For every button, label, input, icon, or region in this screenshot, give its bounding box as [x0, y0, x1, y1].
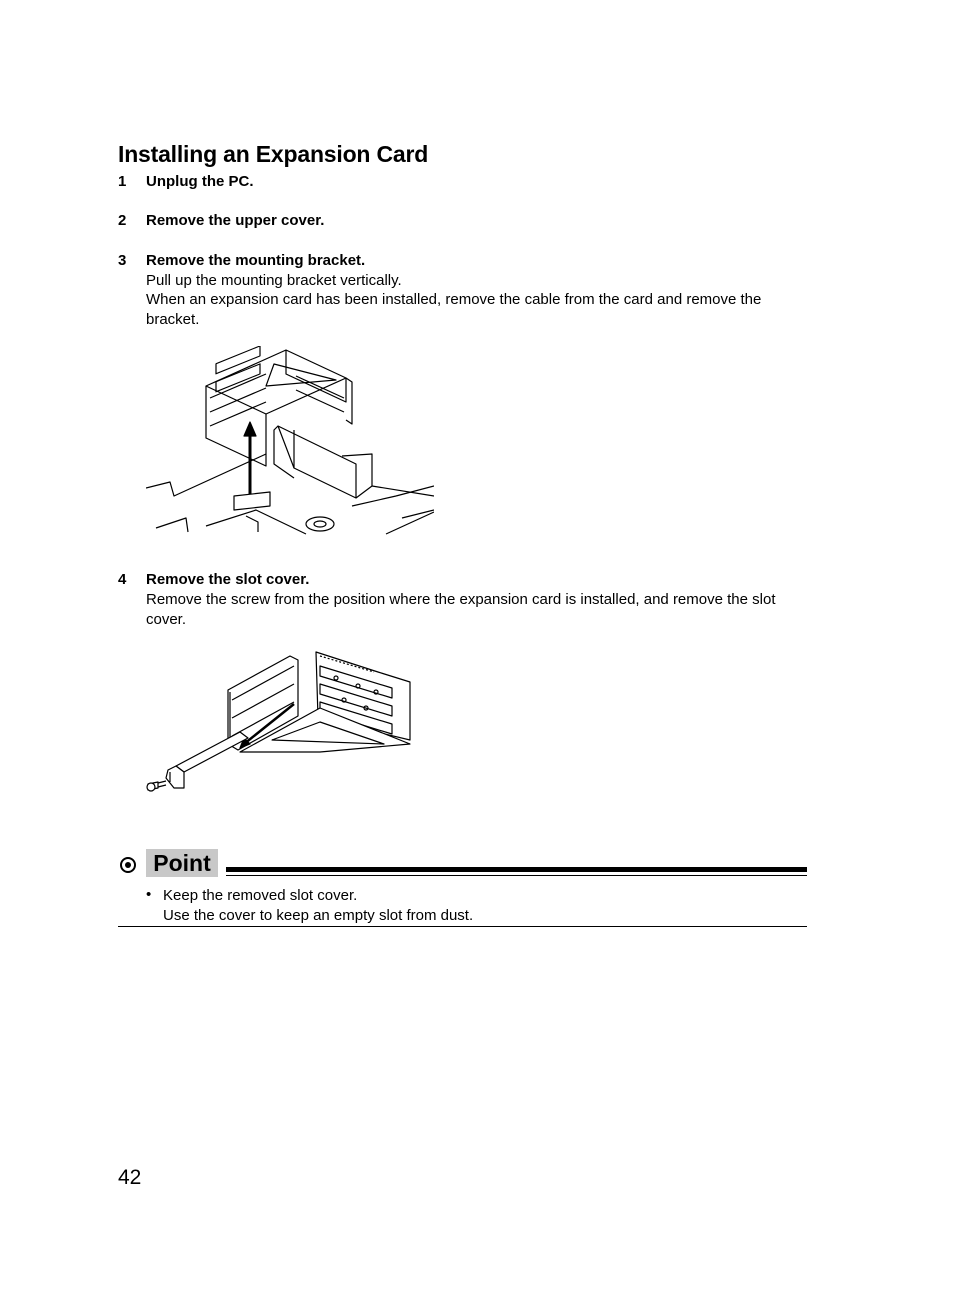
- step-1-title: Unplug the PC.: [146, 173, 254, 190]
- point-rule-thin: [226, 875, 807, 876]
- point-header: [118, 848, 807, 880]
- step-2-number: 2: [118, 212, 127, 229]
- step-1-number: 1: [118, 173, 127, 190]
- step-4-number: 4: [118, 571, 127, 588]
- step-3-line-1: Pull up the mounting bracket vertically.: [146, 272, 402, 289]
- point-target-icon: [120, 857, 136, 873]
- point-label: Point: [146, 849, 218, 877]
- step-3-line-2: When an expansion card has been installed, remove the cable from the card and remove the bracket.: [146, 291, 762, 328]
- point-line-1: Keep the removed slot cover.: [163, 887, 358, 904]
- step-4-title: Remove the slot cover.: [146, 571, 310, 588]
- point-bullet: •: [146, 886, 152, 903]
- step-3-number: 3: [118, 252, 127, 269]
- mounting-bracket-illustration: [146, 346, 434, 536]
- page-number: 42: [118, 1166, 142, 1189]
- point-line-2: Use the cover to keep an empty slot from dust.: [163, 906, 474, 924]
- slot-cover-illustration: [144, 648, 416, 796]
- point-rule-thick: [226, 867, 807, 872]
- point-bottom-rule: [118, 926, 807, 927]
- page-title: Installing an Expansion Card: [118, 141, 429, 167]
- step-2-title: Remove the upper cover.: [146, 212, 325, 229]
- step-3-title: Remove the mounting bracket.: [146, 252, 366, 269]
- point-text: [163, 886, 473, 925]
- step-4-line-1: Remove the screw from the position where the expansion card is installed, and remove the slot cover.: [146, 591, 776, 628]
